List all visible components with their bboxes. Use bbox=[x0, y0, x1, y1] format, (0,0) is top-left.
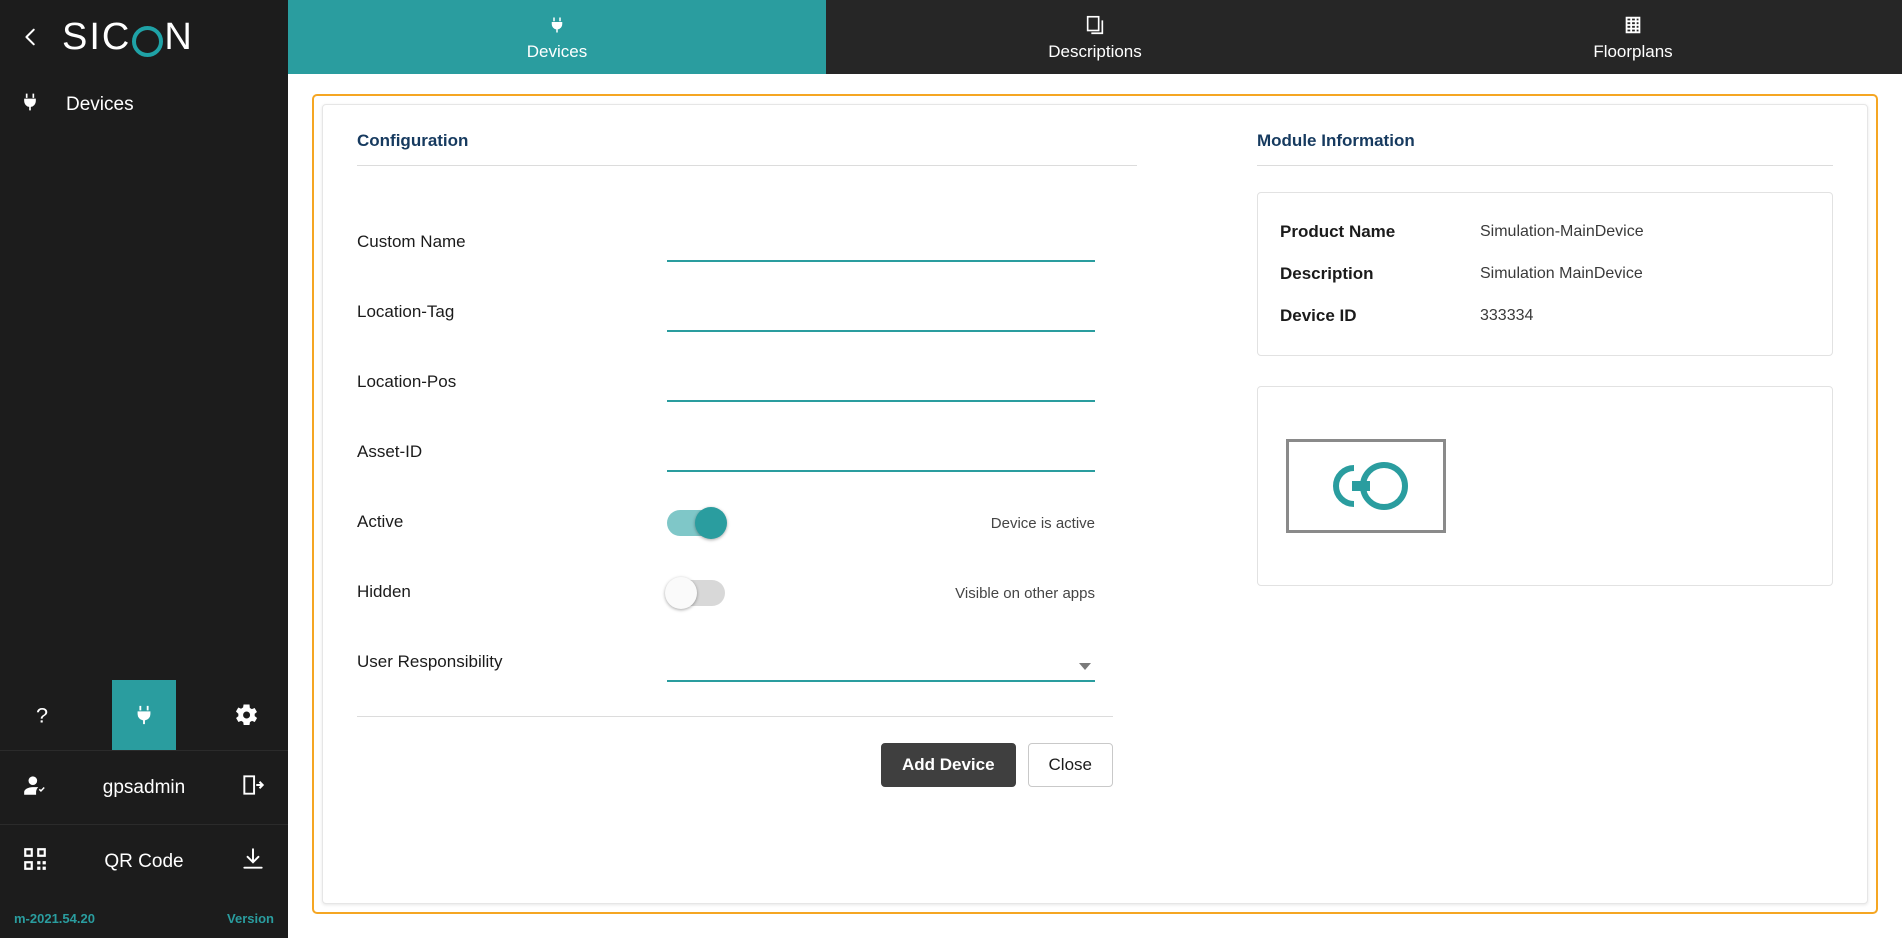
field-row-asset-id bbox=[357, 402, 1137, 472]
version-row bbox=[0, 898, 288, 938]
active-toggle-wrap bbox=[667, 510, 1095, 542]
product-name-value: Simulation-MainDevice bbox=[1480, 223, 1644, 240]
documents-icon bbox=[1084, 12, 1106, 38]
module-information-box bbox=[1257, 192, 1833, 356]
active-hint: Device is active bbox=[990, 514, 1095, 532]
qr-code-icon bbox=[22, 846, 48, 877]
device-id-value: 333334 bbox=[1480, 307, 1534, 324]
sidebar-spacer bbox=[0, 136, 288, 680]
building-icon bbox=[1622, 12, 1644, 38]
field-row-hidden bbox=[357, 542, 1137, 612]
location-tag-label: Location-Tag bbox=[357, 302, 455, 321]
location-pos-label: Location-Pos bbox=[357, 372, 457, 391]
field-row-active bbox=[357, 472, 1137, 542]
description-key: Description bbox=[1280, 264, 1374, 283]
content-area bbox=[288, 74, 1902, 938]
device-form-card bbox=[322, 104, 1868, 904]
location-pos-field bbox=[667, 370, 1095, 402]
sicon-logo-mark-icon bbox=[1286, 439, 1446, 533]
tab-bar bbox=[288, 0, 1902, 74]
hidden-toggle[interactable] bbox=[667, 580, 725, 606]
location-pos-input[interactable] bbox=[667, 370, 1095, 402]
configuration-title: Configuration bbox=[357, 131, 1137, 166]
user-responsibility-value bbox=[667, 653, 1079, 680]
help-icon[interactable] bbox=[10, 680, 74, 750]
brand-ring-icon bbox=[132, 26, 163, 57]
module-information-title: Module Information bbox=[1257, 131, 1833, 166]
download-icon[interactable] bbox=[240, 846, 266, 877]
version-label: Version bbox=[227, 910, 274, 926]
sidebar-icon-row bbox=[0, 680, 288, 750]
chevron-down-icon[interactable] bbox=[1079, 663, 1091, 670]
module-information-column bbox=[1147, 131, 1833, 877]
highlighted-panel bbox=[312, 94, 1878, 914]
active-label: Active bbox=[357, 512, 404, 531]
plug-icon bbox=[548, 12, 566, 38]
custom-name-input[interactable] bbox=[667, 230, 1095, 262]
tab-devices-label: Devices bbox=[526, 42, 588, 61]
main-area bbox=[288, 0, 1902, 938]
field-row-location-tag bbox=[357, 262, 1137, 332]
hidden-toggle-wrap bbox=[667, 580, 1095, 612]
sidebar-item-devices-label: Devices bbox=[66, 94, 134, 115]
custom-name-field bbox=[667, 230, 1095, 262]
add-device-button[interactable]: Add Device bbox=[881, 743, 1016, 787]
tab-floorplans[interactable] bbox=[1364, 0, 1902, 74]
configuration-form bbox=[357, 192, 1137, 787]
field-row-custom-name bbox=[357, 192, 1137, 262]
location-tag-input[interactable] bbox=[667, 300, 1095, 332]
settings-gear-icon[interactable] bbox=[214, 680, 278, 750]
brand-logo bbox=[62, 16, 194, 59]
hidden-label: Hidden bbox=[357, 582, 411, 601]
module-logo-box bbox=[1257, 386, 1833, 586]
devices-icon[interactable] bbox=[112, 680, 176, 750]
user-responsibility-select[interactable] bbox=[667, 653, 1095, 682]
asset-id-label: Asset-ID bbox=[357, 442, 423, 461]
field-row-location-pos bbox=[357, 332, 1137, 402]
active-toggle-knob bbox=[695, 507, 727, 539]
brand-part-1: SIC bbox=[62, 15, 132, 58]
info-row-description bbox=[1280, 253, 1810, 295]
user-check-icon bbox=[22, 772, 48, 803]
hidden-toggle-knob bbox=[665, 577, 697, 609]
sidebar bbox=[0, 0, 288, 938]
qr-code-label: QR Code bbox=[104, 850, 184, 872]
device-id-key: Device ID bbox=[1280, 306, 1357, 325]
configuration-column bbox=[357, 131, 1147, 877]
field-row-user-responsibility bbox=[357, 612, 1137, 682]
sidebar-header bbox=[0, 0, 288, 74]
info-row-device-id bbox=[1280, 295, 1810, 337]
sidebar-qr-row[interactable] bbox=[0, 824, 288, 898]
description-value: Simulation MainDevice bbox=[1480, 265, 1643, 282]
hidden-hint: Visible on other apps bbox=[955, 584, 1095, 602]
tab-floorplans-label: Floorplans bbox=[1593, 42, 1673, 61]
tab-devices[interactable] bbox=[288, 0, 826, 74]
active-toggle[interactable] bbox=[667, 510, 725, 536]
svg-text:?: ? bbox=[35, 702, 49, 728]
chevron-left-icon[interactable] bbox=[18, 24, 44, 50]
asset-id-field bbox=[667, 440, 1095, 472]
username-label: gpsadmin bbox=[102, 776, 186, 798]
custom-name-label: Custom Name bbox=[357, 232, 466, 251]
plug-icon bbox=[20, 91, 40, 119]
location-tag-field bbox=[667, 300, 1095, 332]
product-name-key: Product Name bbox=[1280, 222, 1396, 241]
sidebar-item-devices[interactable] bbox=[0, 74, 288, 136]
info-row-product-name bbox=[1280, 211, 1810, 253]
asset-id-input[interactable] bbox=[667, 440, 1095, 472]
tab-descriptions-label: Descriptions bbox=[1048, 42, 1142, 61]
sidebar-user-row bbox=[0, 750, 288, 824]
logout-icon[interactable] bbox=[240, 772, 266, 803]
version-value: m-2021.54.20 bbox=[14, 910, 95, 926]
tab-descriptions[interactable] bbox=[826, 0, 1364, 74]
brand-part-2: N bbox=[164, 15, 194, 58]
form-actions bbox=[357, 716, 1113, 787]
user-responsibility-label: User Responsibility bbox=[357, 652, 503, 671]
close-button[interactable]: Close bbox=[1028, 743, 1113, 787]
